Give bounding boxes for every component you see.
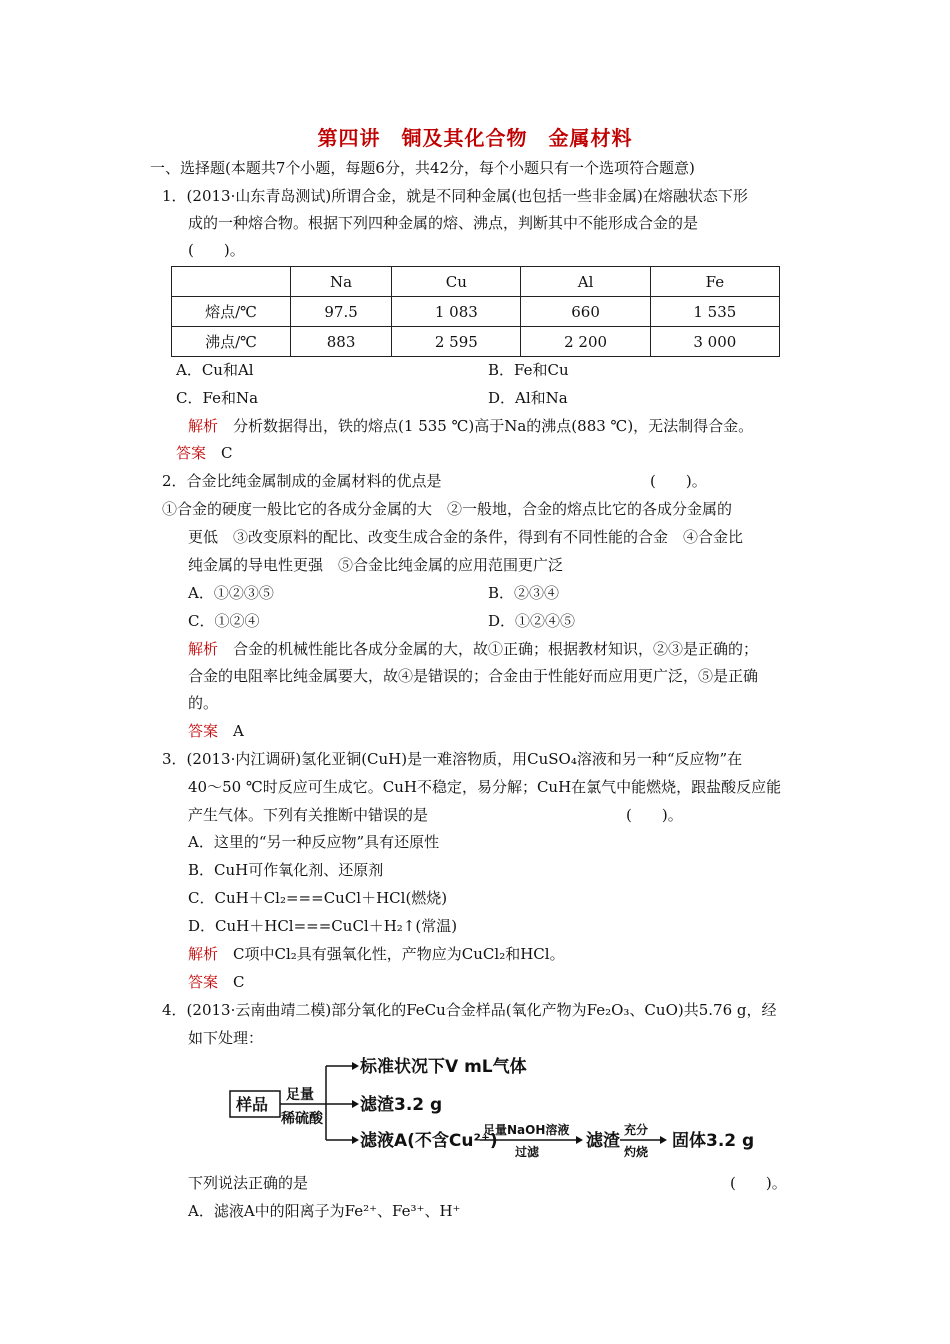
section-heading: 一、选择题(本题共7个小题，每题6分，共42分，每个小题只有一个选项符合题意) [150,159,695,177]
table-cell: 2 200 [521,327,650,357]
q2-statement-2: 更低 ③改变原料的配比、改变生成合金的条件，得到有不同性能的合金 ④合金比 [188,528,744,546]
q3-answer [188,972,245,992]
final-solid-label: 固体3.2 g [672,1131,755,1151]
table-cell: Na [291,267,392,297]
arrow-head-icon [660,1136,667,1144]
table-cell: 3 000 [650,327,779,357]
q2-statement-1: ①合金的硬度一般比它的各成分金属的大 ②一般地，合金的熔点比它的各成分金属的 [162,500,733,518]
answer-label: 答案 [188,722,219,740]
arrow-head-icon [352,1100,359,1108]
q1-line-2: 成的一种熔合物。根据下列四种金属的熔、沸点，判断其中不能形成合金的是 [188,214,699,232]
analysis-label: 解析 [188,945,219,963]
q3-line-2: 40～50 ℃时反应可生成它。CuH不稳定，易分解；CuH在氯气中能燃烧，跟盐酸反应能 [188,778,782,796]
q3-answer-paren: ( )。 [626,806,683,824]
q4-line-2: 如下处理： [188,1029,264,1047]
q2-line-1: 2．合金比纯金属制成的金属材料的优点是 [162,472,442,490]
analysis-text: C项中Cl₂具有强氧化性，产物应为CuCl₂和HCl。 [233,945,565,963]
q3-option-d: D．CuH＋HCl===CuCl＋H₂↑(常温) [188,917,458,935]
answer-value: A [233,722,244,740]
q4-line-3: 下列说法正确的是 [188,1174,309,1192]
table-cell: 660 [521,297,650,327]
q3-line-1: 3．(2013·内江调研)氢化亚铜(CuH)是一难溶物质，用CuSO₄溶液和另一种“反应物”在 [162,750,743,768]
acid-name-label: 稀硫酸 [281,1111,323,1127]
q1-option-d: D．Al和Na [488,389,568,407]
q2-answer-paren: ( )。 [650,472,707,490]
analysis-text: 分析数据得出，铁的熔点(1 535 ℃)高于Na的沸点(883 ℃)，无法制得合金。 [233,417,754,435]
q2-analysis-3: 的。 [188,694,219,712]
table-cell: 883 [291,327,392,357]
table-cell: Fe [650,267,779,297]
q2-option-c: C．①②④ [188,612,260,630]
table-row [172,327,780,357]
q1-answer [176,443,233,463]
table-cell: Cu [392,267,521,297]
q2-option-b: B．②③④ [488,584,560,602]
q3-option-a: A．这里的“另一种反应物”具有还原性 [188,833,440,851]
table-header-row [172,267,780,297]
q3-line-3: 产生气体。下列有关推断中错误的是 [188,806,429,824]
naoh-reagent-label: 足量NaOH溶液 [483,1123,570,1137]
burn-condition-label: 充分 [624,1123,649,1137]
q1-line-1: 1．(2013·山东青岛测试)所谓合金，就是不同种金属(也包括一些非金属)在熔融状态下形 [162,187,748,205]
q2-answer [188,721,244,741]
second-residue-label: 滤渣 [586,1131,620,1151]
table-cell: 2 595 [392,327,521,357]
process-flow-diagram [228,1052,788,1162]
q2-option-d: D．①②④⑤ [488,612,576,630]
table-cell: 1 535 [650,297,779,327]
q2-analysis-1 [188,639,758,659]
arrow-head-icon [576,1136,583,1144]
answer-label: 答案 [188,973,219,991]
q1-option-b: B．Fe和Cu [488,361,569,379]
analysis-label: 解析 [188,640,219,658]
table-cell: 沸点/℃ [172,327,291,357]
answer-value: C [233,973,245,991]
q2-statement-3: 纯金属的导电性更强 ⑤合金比纯金属的应用范围更广泛 [188,556,564,574]
table-row [172,297,780,327]
melting-boiling-table [171,266,780,357]
residue-product-label: 滤渣3.2 g [360,1095,443,1115]
q4-option-a: A．滤液A中的阳离子为Fe²⁺、Fe³⁺、H⁺ [188,1202,461,1220]
q4-answer-paren: ( )。 [730,1174,787,1192]
analysis-label: 解析 [188,417,219,435]
sample-label: 样品 [236,1095,269,1114]
arrow-head-icon [352,1136,359,1144]
answer-value: C [221,444,233,462]
q3-option-b: B．CuH可作氧化剂、还原剂 [188,861,384,879]
gas-product-label: 标准状况下V mL气体 [360,1057,527,1077]
q2-option-a: A．①②③⑤ [188,584,274,602]
lesson-title: 第四讲 铜及其化合物 金属材料 [317,126,633,150]
table-cell: 97.5 [291,297,392,327]
q2-analysis-2: 合金的电阻率比纯金属要大，故④是错误的；合金由于性能好而应用更广泛，⑤是正确 [188,667,759,685]
q3-analysis [188,944,565,964]
analysis-text: 合金的机械性能比各成分金属的大，故①正确；根据教材知识，②③是正确的； [233,640,759,658]
q1-option-a: A．Cu和Al [176,361,254,379]
table-cell: 熔点/℃ [172,297,291,327]
acid-amount-label: 足量 [286,1087,314,1103]
filtration-label: 过滤 [515,1145,540,1159]
q4-line-1: 4．(2013·云南曲靖二模)部分氧化的FeCu合金样品(氧化产物为Fe₂O₃、CuO)共5.76 g，经 [162,1001,777,1019]
table-cell: Al [521,267,650,297]
table-cell: 1 083 [392,297,521,327]
filtrate-product-label: 滤液A(不含Cu²⁺) [360,1131,498,1151]
q1-option-c: C．Fe和Na [176,389,259,407]
q1-analysis [188,416,753,436]
arrow-head-icon [352,1062,359,1070]
q3-option-c: C．CuH＋Cl₂===CuCl＋HCl(燃烧) [188,889,448,907]
table-cell [172,267,291,297]
answer-label: 答案 [176,444,207,462]
burn-action-label: 灼烧 [624,1145,649,1159]
q1-answer-paren: ( )。 [188,241,245,259]
